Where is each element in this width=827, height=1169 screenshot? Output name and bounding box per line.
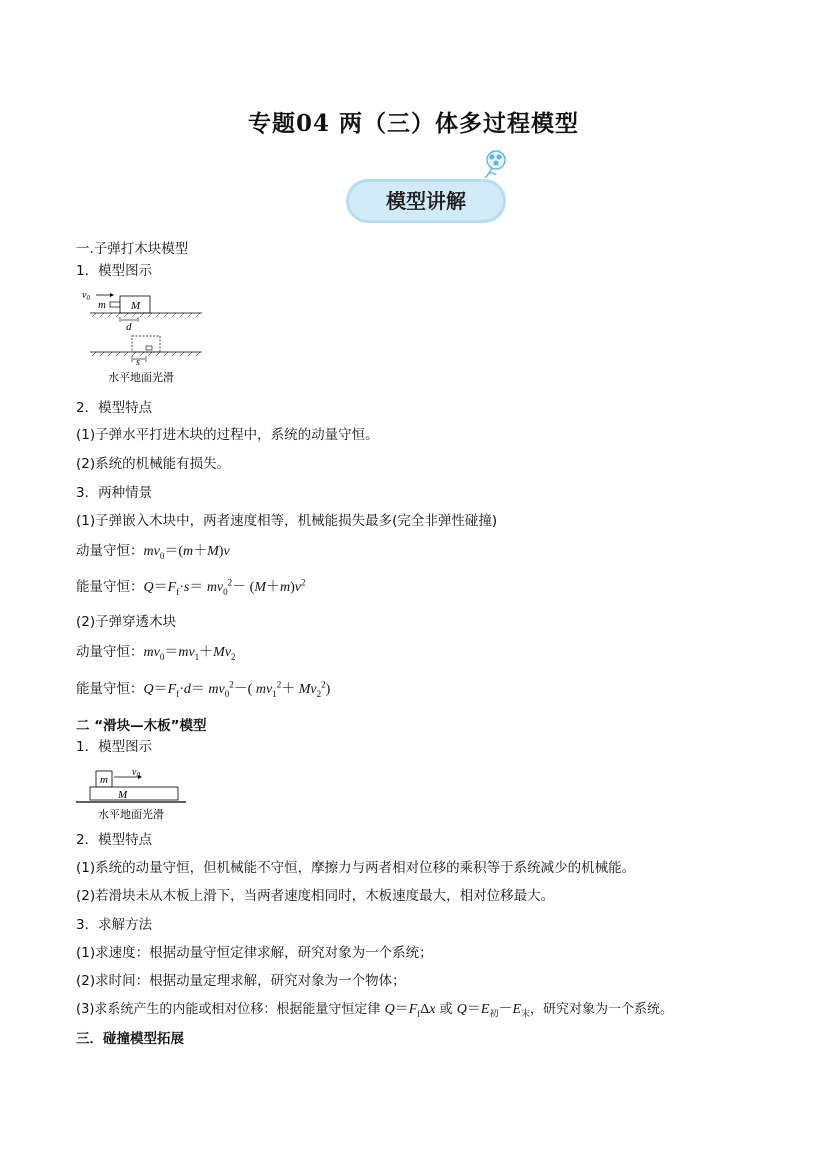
section1-heading: 一.子弹打木块模型 <box>76 241 189 257</box>
fig2-M-label: M <box>118 789 128 801</box>
momentum-equation-2: 动量守恒：$mv_0=mv_1+Mv_2$ <box>76 644 236 662</box>
fig1-caption: 水平地面光滑 <box>108 372 174 384</box>
energy-equation-2: 能量守恒：$Q=F_f\cdot d= mv_0^2-$( $mv_1^2+ Mv_2^2$) <box>76 679 331 699</box>
section2-method1: (1)求速度：根据动量守恒定律求解，研究对象为一个系统； <box>76 945 433 961</box>
section1-case1: (1)子弹嵌入木块中，两者速度相等，机械能损失最多(完全非弹性碰撞) <box>76 513 498 529</box>
section2-sub1: 1．模型图示 <box>76 739 153 755</box>
fig2-v0-label: $v_0$ <box>132 767 140 779</box>
section2-sub2: 2．模型特点 <box>76 832 153 848</box>
section2-method2: (2)求时间：根据动量定理求解，研究对象为一个物体； <box>76 973 406 989</box>
fig2-caption: 水平地面光滑 <box>98 809 164 821</box>
fig2-m-label: m <box>100 774 108 786</box>
section1-case2: (2)子弹穿透木块 <box>76 614 177 630</box>
page-title: 专题04 两（三）体多过程模型 <box>247 110 579 137</box>
section2-method3: (3)求系统产生的内能或相对位移：根据能量守恒定律 $Q=F_f\Delta x$ 或 $Q=E_初-E_末$，研究对象为一个系统。 <box>76 1002 674 1020</box>
fig1-m-label: m <box>98 299 106 311</box>
momentum-equation-1: 动量守恒：$mv_0=(m+M)v$ <box>76 543 230 561</box>
fig1-M-label: M <box>131 300 141 312</box>
section-banner <box>342 146 514 226</box>
section2-feature1: (1)系统的动量守恒，但机械能不守恒，摩擦力与两者相对位移的乘积等于系统减少的机械能。 <box>76 860 636 876</box>
energy-equation-1: 能量守恒：$Q=F_f\cdot s= mv_0^2- (M+m)v^2$ <box>76 577 306 597</box>
fig1-v0-label: $v_0$ <box>82 290 90 302</box>
slider-board-figure <box>74 767 188 823</box>
section1-feature2: (2)系统的机械能有损失。 <box>76 456 231 472</box>
section2-feature2: (2)若滑块未从木板上滑下，当两者速度相同时，木板速度最大，相对位移最大。 <box>76 888 555 904</box>
section2-heading: 二 “滑块—木板”模型 <box>76 718 207 734</box>
section2-sub3: 3．求解方法 <box>76 917 153 933</box>
fig1-d-label: d <box>126 321 132 333</box>
flower-icon <box>485 151 505 178</box>
section1-sub3: 3．两种情景 <box>76 485 153 501</box>
bullet-block-figure <box>80 286 204 386</box>
section1-sub2: 2．模型特点 <box>76 400 153 416</box>
section1-feature1: (1)子弹水平打进木块的过程中，系统的动量守恒。 <box>76 427 379 443</box>
banner-label: 模型讲解 <box>386 189 466 213</box>
fig1-s-label: s <box>136 357 140 368</box>
section3-heading: 三．碰撞模型拓展 <box>76 1031 184 1047</box>
section1-sub1: 1．模型图示 <box>76 263 153 279</box>
